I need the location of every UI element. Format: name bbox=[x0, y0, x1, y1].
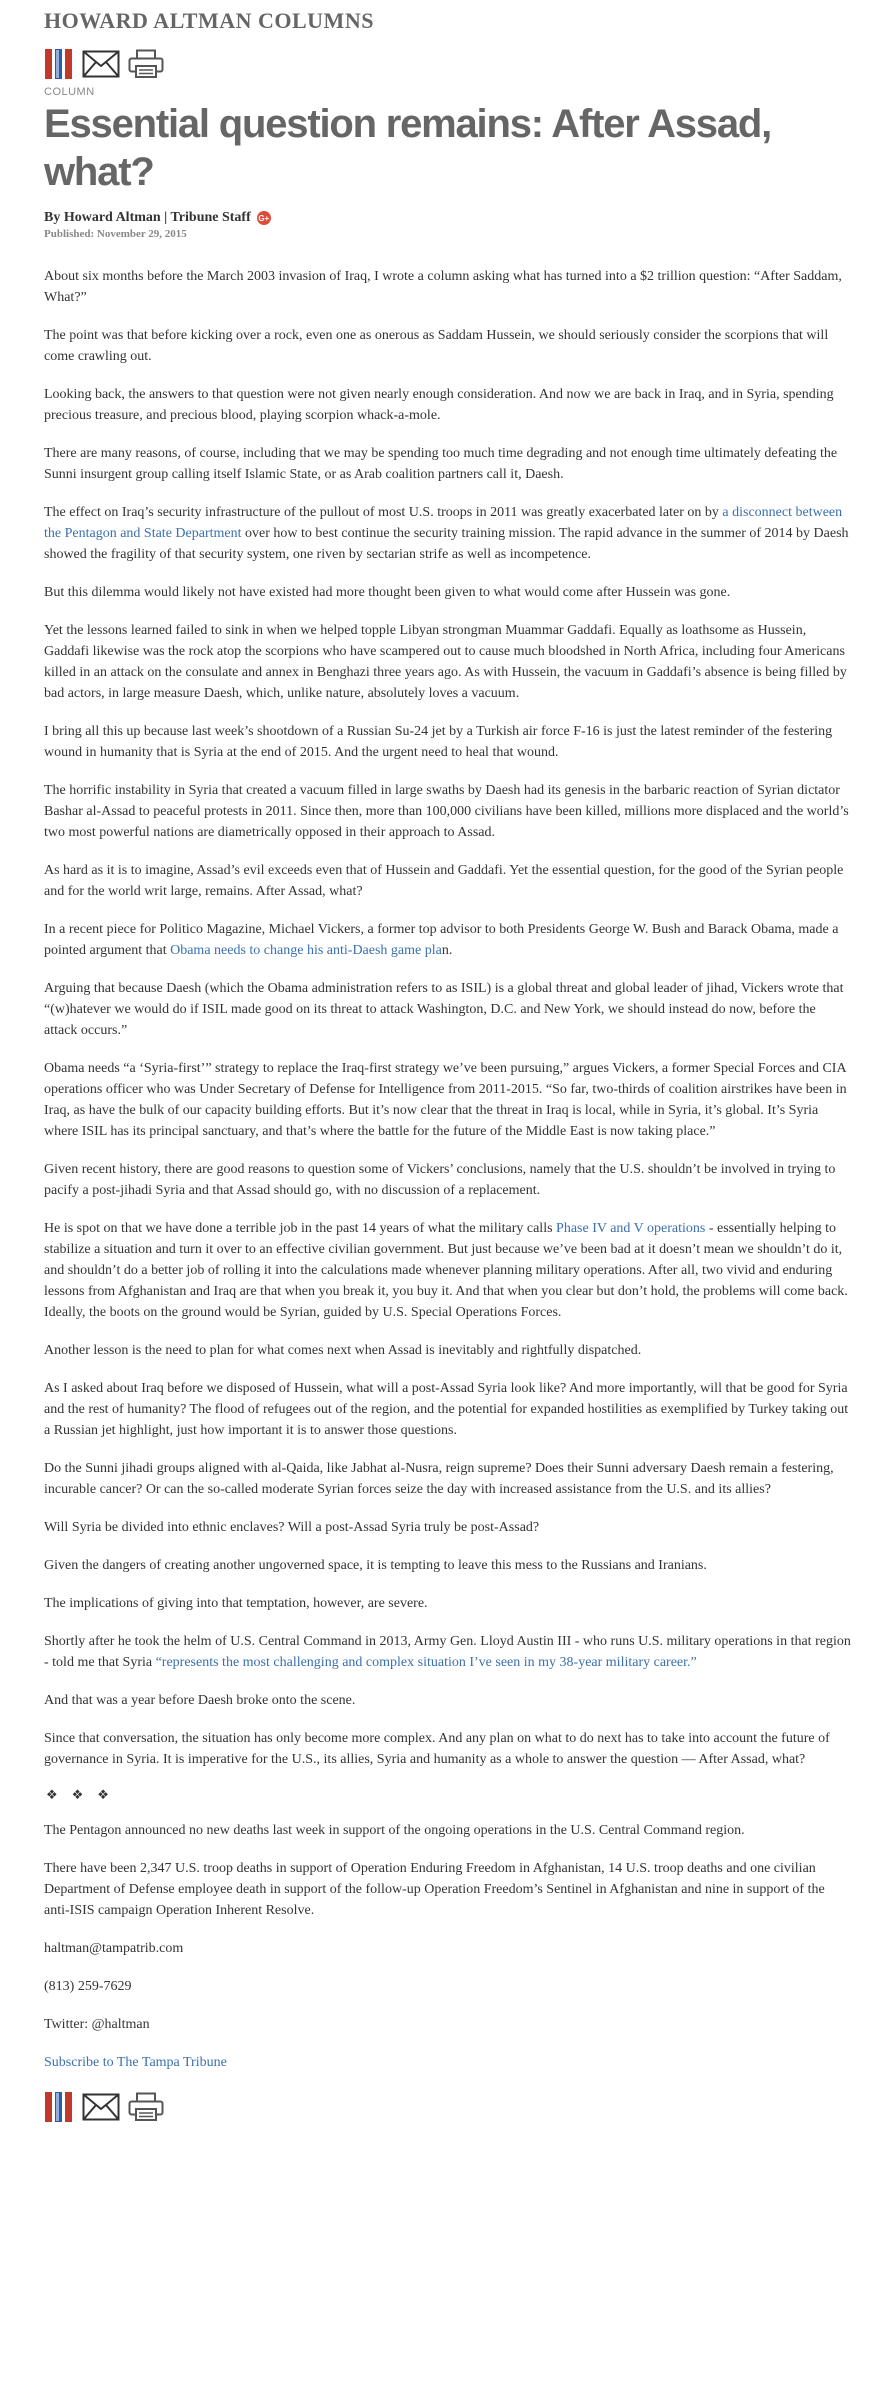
paragraph-text: over how to best continue the security training mission. The rapid advance in the summer of 2014 by Daesh showed the fragility of that security system, one riven by sectarian strife as well as incompetence. bbox=[44, 526, 849, 562]
paragraph: I bring all this up because last week’s shootdown of a Russian Su-24 jet by a Turkish air force F-16 is just the latest reminder of the festering wound in humanity that is Syria at the end of 2015. And the urgent need to heal that wound. bbox=[44, 724, 833, 760]
paragraph: Given the dangers of creating another ungoverned space, it is tempting to leave this mess to the Russians and Iranians. bbox=[44, 1558, 707, 1573]
byline bbox=[44, 210, 852, 226]
subscribe-block bbox=[44, 2052, 852, 2073]
google-plus-icon[interactable]: G+ bbox=[257, 211, 271, 225]
paragraph: Another lesson is the need to plan for what comes next when Assad is inevitably and rightfully dispatched. bbox=[44, 1343, 642, 1358]
paragraph: Will Syria be divided into ethnic enclaves? Will a post-Assad Syria truly be post-Assad? bbox=[44, 1520, 540, 1535]
paragraph: As I asked about Iraq before we disposed of Hussein, what will a post-Assad Syria look like? And more importantly, will that be good for Syria and the rest of humanity? The flood of refugees out of the region, and the potential for expanded hostilities as exemplified by Turkey taking out a Russian jet highlight, just how important it is to answer those questions. bbox=[44, 1381, 849, 1438]
paragraph bbox=[44, 919, 852, 961]
share-bar-bottom bbox=[44, 2091, 852, 2123]
paragraph: Obama needs “a ‘Syria-first’” strategy to replace the Iraq-first strategy we’ve been pursuing,” argues Vickers, a former Special Forces and CIA operations officer who was Under Secretary of Defense for Intelligence from 2011-2015. “So far, two-thirds of coalition airstrikes have been in Iraq, as have the bulk of our capacity building efforts. But it’s now clear that the threat in Iraq is local, while in Syria, it’s global. It’s Syria where ISIL has its principal sanctuary, and that’s where the battle for the future of the Middle East is now taking place.” bbox=[44, 1061, 847, 1139]
paragraph: Do the Sunni jihadi groups aligned with al-Qaida, like Jabhat al-Nusra, reign supreme? Does their Sunni adversary Daesh remain a festering, incurable cancer? Or can the so-called moderate Syrian forces seize the day with increased assistance from the U.S. and its allies? bbox=[44, 1461, 834, 1497]
paragraph bbox=[44, 1631, 852, 1673]
paragraph: Looking back, the answers to that question were not given nearly enough consideration. And now we are back in Iraq, and in Syria, spending precious treasure, and precious blood, playing scorpion whack-a-mole. bbox=[44, 387, 834, 423]
pentagon-state-disconnect-link[interactable]: a disconnect between the Pentagon and State Department bbox=[44, 505, 843, 541]
paragraph bbox=[44, 502, 852, 565]
paragraph-text: He is spot on that we have done a terrible job in the past 14 years of what the military calls bbox=[44, 1221, 557, 1236]
paragraph-text: Shortly after he took the helm of U.S. Central Command in 2013, Army Gen. Lloyd Austin III - who runs U.S. military operations in that region - told me that Syria bbox=[44, 1634, 851, 1670]
austin-quote-link[interactable]: “represents the most challenging and complex situation I’ve seen in my 38-year military career.” bbox=[155, 1655, 697, 1670]
section-title: HOWARD ALTMAN COLUMNS bbox=[44, 8, 374, 33]
paragraph: The Pentagon announced no new deaths last week in support of the ongoing operations in the U.S. Central Command region. bbox=[44, 1823, 745, 1838]
paragraph: The horrific instability in Syria that created a vacuum filled in large swaths by Daesh had its genesis in the barbaric reaction of Syrian dictator Bashar al-Assad to peaceful protests in 2011. Since then, more than 100,000 civilians have been killed, millions more displaced and the world’s two most powerful nations are diametrically opposed in their approach to Assad. bbox=[44, 783, 849, 840]
author-phone: (813) 259-7629 bbox=[44, 1979, 132, 1994]
mail-icon[interactable] bbox=[82, 50, 120, 78]
article-kicker: COLUMN bbox=[44, 86, 95, 98]
paragraph: Arguing that because Daesh (which the Obama administration refers to as ISIL) is a global threat and global leader of jihad, Vickers wrote that “(w)hatever we would do if ISIL made good on its threat to attack Washington, D.C. and New York, we should instead do now, before the attack occurs.” bbox=[44, 981, 844, 1038]
paragraph-text: n. bbox=[441, 943, 453, 958]
print-icon[interactable] bbox=[128, 49, 164, 79]
paragraph: Yet the lessons learned failed to sink in when we helped topple Libyan strongman Muammar Gaddafi. Equally as loathsome as Hussein, Gaddafi likewise was the rock atop the scorpions who have scampered out to cause much bloodshed in North Africa, including four Americans killed in an attack on the consulate and annex in Benghazi three years ago. As with Hussein, the vacuum in Gaddafi’s absence is being filled by bad actors, in large measure Daesh, which, unlike nature, absolutely loves a vacuum. bbox=[44, 623, 847, 701]
author-email: haltman@tampatrib.com bbox=[44, 1941, 184, 1956]
paragraph: About six months before the March 2003 invasion of Iraq, I wrote a column asking what has turned into a $2 trillion question: “After Saddam, What?” bbox=[44, 269, 842, 305]
paragraph: And that was a year before Daesh broke onto the scene. bbox=[44, 1693, 356, 1708]
paragraph: There have been 2,347 U.S. troop deaths in support of Operation Enduring Freedom in Afghanistan, 14 U.S. troop deaths and one civilian Department of Defense employee death in support of the follow-up Operation Freedom’s Sentinel in Afghanistan and nine in support of the anti-ISIS campaign Operation Inherent Resolve. bbox=[44, 1861, 825, 1918]
paragraph-text: In a recent piece for Politico Magazine, Michael Vickers, a former top advisor to both Presidents George W. Bush and Barack Obama, made a pointed argument that bbox=[44, 922, 839, 958]
share-stack-icon[interactable] bbox=[44, 48, 74, 80]
paragraph: The implications of giving into that temptation, however, are severe. bbox=[44, 1596, 428, 1611]
paragraph: But this dilemma would likely not have existed had more thought been given to what would come after Hussein was gone. bbox=[44, 585, 731, 600]
paragraph-text: - essentially helping to stabilize a situation and turn it over to an effective civilian government. But just because we’ve been bad at it doesn’t mean we shouldn’t do it, and shouldn’t do a better job of rolling it into the calculations made whenever planning military operations. After all, two vivid and enduring lessons from Afghanistan and Iraq are that when you break it, you buy it. And that when you clear but don’t hold, the problems will come back. Ideally, the boots on the ground would be Syrian, guided by U.S. Special Operations Forces. bbox=[44, 1221, 848, 1320]
author-byline: By Howard Altman | Tribune Staff bbox=[44, 210, 251, 225]
paragraph: As hard as it is to imagine, Assad’s evil exceeds even that of Hussein and Gaddafi. Yet the essential question, for the good of the Syrian people and for the world writ large, remains. After Assad, what? bbox=[44, 863, 844, 899]
article-body bbox=[44, 266, 852, 2073]
paragraph: Given recent history, there are good reasons to question some of Vickers’ conclusions, namely that the U.S. shouldn’t be involved in trying to pacify a post-jihadi Syria and that Assad should go, with no discussion of a replacement. bbox=[44, 1162, 836, 1198]
paragraph-text: The effect on Iraq’s security infrastructure of the pullout of most U.S. troops in 2011 was greatly exacerbated later on by bbox=[44, 505, 723, 520]
author-twitter: Twitter: @haltman bbox=[44, 2017, 150, 2032]
phase-operations-link[interactable]: Phase IV and V operations bbox=[556, 1221, 706, 1236]
print-icon[interactable] bbox=[128, 2092, 164, 2122]
share-bar-top bbox=[44, 48, 852, 80]
subscribe-link[interactable]: Subscribe to The Tampa Tribune bbox=[44, 2055, 227, 2070]
obama-game-plan-link[interactable]: Obama needs to change his anti-Daesh game pla bbox=[170, 943, 442, 958]
published-date: Published: November 29, 2015 bbox=[44, 228, 187, 240]
article-headline: Essential question remains: After Assad, what? bbox=[44, 102, 772, 194]
paragraph: There are many reasons, of course, including that we may be spending too much time degrading and not enough time ultimately defeating the Sunni insurgent group calling itself Islamic State, or as Arab coalition partners call it, Daesh. bbox=[44, 446, 838, 482]
mail-icon[interactable] bbox=[82, 2093, 120, 2121]
paragraph: Since that conversation, the situation has only become more complex. And any plan on what to do next has to take into account the future of governance in Syria. It is imperative for the U.S., its allies, Syria and humanity as a whole to answer the question — After Assad, what? bbox=[44, 1731, 830, 1767]
paragraph bbox=[44, 1218, 852, 1323]
share-stack-icon[interactable] bbox=[44, 2091, 74, 2123]
section-divider: ❖❖❖ bbox=[46, 1787, 123, 1802]
paragraph: The point was that before kicking over a rock, even one as onerous as Saddam Hussein, we should seriously consider the scorpions that will come crawling out. bbox=[44, 328, 829, 364]
